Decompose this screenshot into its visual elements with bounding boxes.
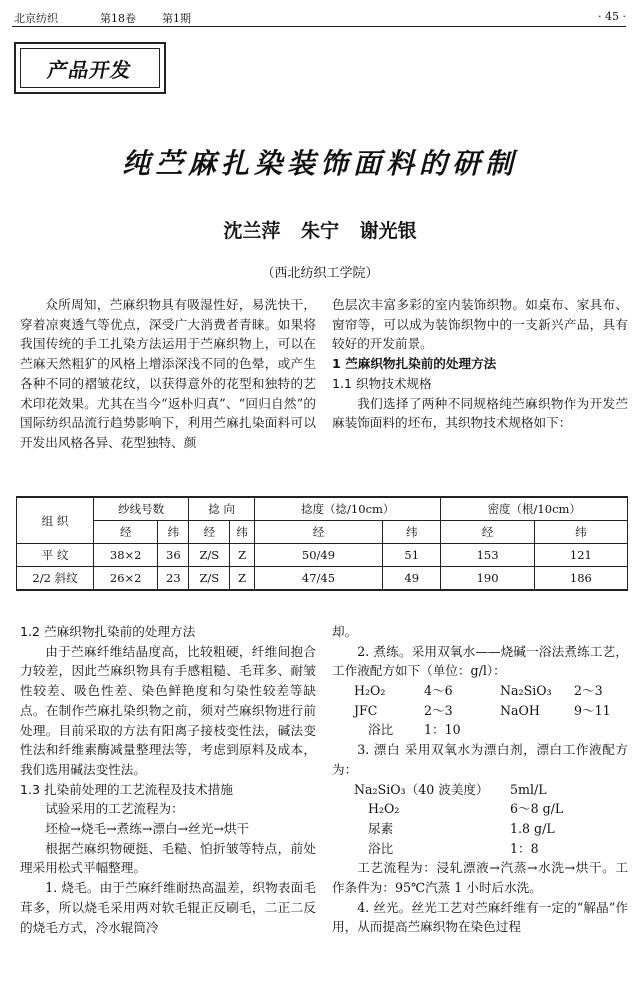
body-right-column	[332, 622, 628, 937]
section-label: 产品开发	[45, 57, 134, 82]
recipe-item: NaOH	[500, 702, 540, 718]
header-density: 密度（根/10cm）	[441, 497, 628, 521]
recipe-row	[332, 681, 628, 701]
volume-number: 第18卷	[100, 12, 136, 25]
journal-name: 北京纺织	[14, 12, 58, 25]
cell-yarn-warp: 26×2	[94, 567, 158, 591]
header-yarn-count: 纱线号数	[94, 497, 189, 521]
singeing-continuation: 却。	[332, 624, 358, 639]
cell-twist-warp: Z/S	[189, 544, 230, 567]
subheader-weft: 纬	[382, 521, 441, 544]
subheader-weft: 纬	[230, 521, 255, 544]
recipe-value: 6～8 g/L	[510, 801, 564, 817]
cell-twistdeg-weft: 49	[382, 567, 441, 591]
issue-number: 第1期	[162, 12, 191, 25]
recipe-row	[332, 799, 628, 819]
recipe-value: 9～11	[574, 702, 611, 718]
cell-twist-weft: Z	[230, 567, 255, 591]
singeing-text: 1. 烧毛。由于苎麻纤维耐热高温差，织物表面毛茸多，所以烧毛采用两对软毛辊正反刷毛，二正二反的烧毛方式，冷水辊筒冷	[20, 880, 316, 935]
fabric-spec-table	[16, 496, 628, 591]
table-subheader-row	[17, 521, 628, 544]
recipe-row	[332, 701, 628, 721]
recipe-item: 浴比	[368, 840, 394, 856]
recipe-item: H₂O₂	[368, 801, 400, 817]
header-twist-direction: 捻 向	[189, 497, 255, 521]
intro-left-column	[20, 295, 316, 453]
recipe-row	[332, 819, 628, 839]
section-label-inner	[20, 48, 160, 88]
table-row	[17, 567, 628, 591]
recipe-value: 1：8	[510, 840, 539, 856]
subheader-warp: 经	[255, 521, 383, 544]
running-header	[12, 8, 626, 27]
recipe-row	[332, 720, 628, 740]
section-1-2-text: 由于苎麻纤维结晶度高，比较粗硬，纤维间抱合力较差，因此苎麻织物具有手感粗糙、毛茸多、耐皱性较差、吸色性差、染色鲜艳度和匀染性较差等缺点。在制作苎麻扎染织物之前，须对苎麻织物进行前处理。目前采取的方法有阳离子接枝变性法，碱法变性法和纤维素酶减量整理法等，考虑到原料及成本，我们选用碱法变性法。	[20, 643, 316, 777]
section-1-1-text: 我们选择了两种不同规格纯苎麻织物作为开发苎麻装饰面料的坯布，其织物技术规格如下：	[332, 395, 628, 431]
subheader-warp: 经	[189, 521, 230, 544]
cell-twistdeg-weft: 51	[382, 544, 441, 567]
subheader-weft: 纬	[158, 521, 189, 544]
recipe-item: Na₂SiO₃	[500, 683, 552, 699]
scouring-text: 2. 煮练。采用双氧水——烧碱一浴法煮练工艺，工作液配方如下（单位：g/l）：	[332, 643, 628, 679]
cell-yarn-weft: 23	[158, 567, 189, 591]
cell-org: 平 纹	[17, 544, 94, 567]
article-authors: 沈兰萍 朱宁 谢光银	[223, 220, 417, 242]
recipe-value: 2～3	[424, 702, 453, 718]
bleaching-process-text: 工艺流程为：浸轧漂液→汽蒸→水洗→烘干。工作条件为：95℃汽蒸 1 小时后水洗。	[332, 860, 628, 896]
process-flow: 坯检→烧毛→煮练→漂白→丝光→烘干	[45, 821, 250, 837]
subheader-warp: 经	[441, 521, 534, 544]
cell-density-warp: 190	[441, 567, 534, 591]
section-1-1-heading: 1.1 织物技术规格	[332, 375, 432, 391]
cell-twistdeg-warp: 47/45	[255, 567, 383, 591]
intro-continuation: 色层次丰富多彩的室内装饰织物。如桌布、家具布、窗帘等，可以成为装饰织物中的一支新兴产品，具有较好的开发前景。	[332, 297, 628, 352]
section-1-heading: 1 苎麻织物扎染前的处理方法	[332, 356, 497, 372]
section-1-3-intro: 试验采用的工艺流程为：	[45, 801, 184, 817]
subheader-warp: 经	[94, 521, 158, 544]
cell-yarn-warp: 38×2	[94, 544, 158, 567]
cell-org: 2/2 斜纹	[17, 567, 94, 591]
page-number: · 45 ·	[598, 10, 626, 23]
section-1-2-heading: 1.2 苎麻织物扎染前的处理方法	[20, 624, 196, 639]
header-organization: 组 织	[17, 497, 94, 544]
section-1-3-text: 根据苎麻织物硬挺、毛糙、怕折皱等特点，前处理采用松式平幅整理。	[20, 840, 316, 876]
cell-twist-weft: Z	[230, 544, 255, 567]
body-left-column	[20, 622, 316, 937]
section-label-box	[14, 42, 166, 94]
bleaching-text: 3. 漂白 采用双氧水为漂白剂，漂白工作液配方为：	[332, 742, 628, 777]
mercerizing-text: 4. 丝光。丝光工艺对苎麻纤维有一定的“解晶”作用，从而提高苎麻织物在染色过程	[332, 899, 628, 935]
recipe-row	[332, 780, 628, 800]
table-row	[17, 544, 628, 567]
cell-density-weft: 121	[534, 544, 627, 567]
author-affiliation: （西北纺织工学院）	[261, 266, 379, 281]
intro-right-column	[332, 295, 628, 433]
section-1-3-heading: 1.3 扎染前处理的工艺流程及技术措施	[20, 781, 233, 797]
recipe-value: 1：10	[424, 722, 461, 738]
subheader-weft: 纬	[534, 521, 627, 544]
recipe-item: JFC	[354, 702, 378, 718]
recipe-item: 浴比	[368, 722, 394, 738]
cell-density-warp: 153	[441, 544, 534, 567]
cell-twist-warp: Z/S	[189, 567, 230, 591]
recipe-row	[332, 839, 628, 859]
cell-twistdeg-warp: 50/49	[255, 544, 383, 567]
intro-paragraph: 众所周知，苎麻织物具有吸湿性好，易洗快干，穿着凉爽透气等优点，深受广大消费者青睐。如果将我国传统的手工扎染方法运用于苎麻织物上，可以在苎麻天然粗犷的风格上增添深浅不同的色晕，或产生各种不同的褶皱花纹，以获得意外的花型和独特的艺术印花效果。尤其在当今“返朴归真”、“回归自然”的国际纺织品流行趋势影响下，利用苎麻扎染面料可以开发出风格各异、花型独特、颜	[20, 297, 316, 450]
recipe-value: 2～3	[574, 683, 603, 699]
cell-density-weft: 186	[534, 567, 627, 591]
article-title: 纯苎麻扎染装饰面料的研制	[121, 147, 518, 180]
recipe-item: Na₂SiO₃（40 波美度）	[354, 781, 489, 797]
recipe-value: 5ml/L	[510, 781, 547, 797]
header-twist-degree: 捻度（捻/10cm）	[255, 497, 441, 521]
recipe-item: 尿素	[368, 820, 394, 836]
recipe-item: H₂O₂	[354, 683, 386, 699]
cell-yarn-weft: 36	[158, 544, 189, 567]
recipe-value: 4～6	[424, 683, 453, 699]
recipe-value: 1.8 g/L	[510, 820, 555, 836]
table-header-row	[17, 497, 628, 521]
